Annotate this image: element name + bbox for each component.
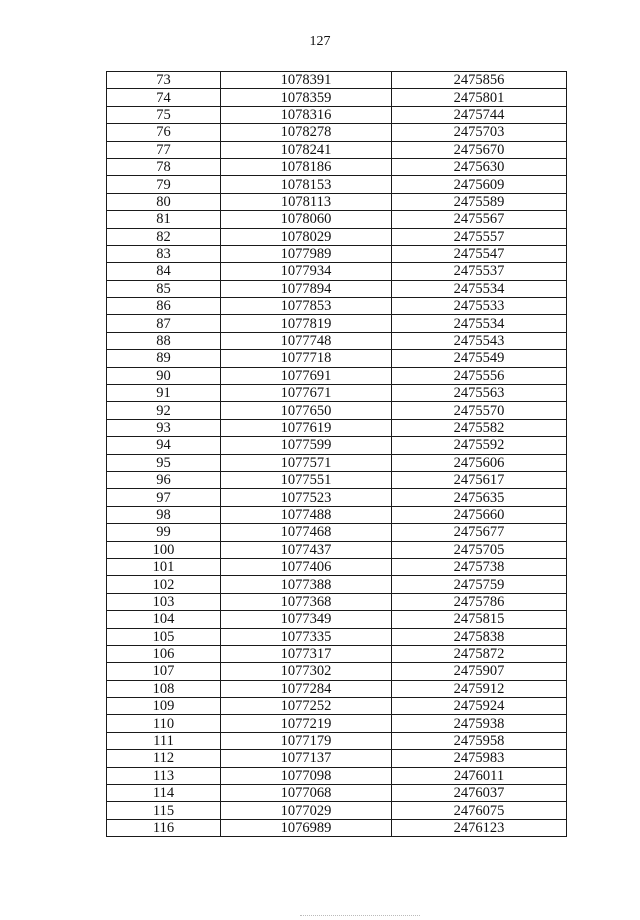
y-coordinate-cell: 2475582: [392, 419, 567, 436]
point-number-cell: 110: [107, 715, 221, 732]
x-coordinate-cell: 1078359: [221, 89, 392, 106]
point-number-cell: 78: [107, 158, 221, 175]
page-number: 127: [309, 34, 331, 49]
y-coordinate-cell: 2475759: [392, 576, 567, 593]
point-number-cell: 82: [107, 228, 221, 245]
point-number-cell: 95: [107, 454, 221, 471]
point-number-cell: 73: [107, 72, 221, 89]
point-number-cell: 75: [107, 106, 221, 123]
table-row: [107, 802, 567, 819]
y-coordinate-cell: 2475534: [392, 280, 567, 297]
x-coordinate-cell: 1077671: [221, 385, 392, 402]
point-number-cell: 97: [107, 489, 221, 506]
point-number-cell: 86: [107, 298, 221, 315]
x-coordinate-cell: 1077650: [221, 402, 392, 419]
x-coordinate-cell: 1077934: [221, 263, 392, 280]
y-coordinate-cell: 2476123: [392, 819, 567, 836]
x-coordinate-cell: 1077349: [221, 611, 392, 628]
y-coordinate-cell: 2475958: [392, 732, 567, 749]
point-number-cell: 107: [107, 663, 221, 680]
point-number-cell: 74: [107, 89, 221, 106]
x-coordinate-cell: 1078113: [221, 193, 392, 210]
table-row: [107, 437, 567, 454]
point-number-cell: 116: [107, 819, 221, 836]
x-coordinate-cell: 1077523: [221, 489, 392, 506]
point-number-cell: 89: [107, 350, 221, 367]
y-coordinate-cell: 2476037: [392, 785, 567, 802]
x-coordinate-cell: 1077819: [221, 315, 392, 332]
y-coordinate-cell: 2475670: [392, 141, 567, 158]
y-coordinate-cell: 2475606: [392, 454, 567, 471]
table-row: [107, 350, 567, 367]
point-number-cell: 81: [107, 211, 221, 228]
point-number-cell: 113: [107, 767, 221, 784]
point-number-cell: 92: [107, 402, 221, 419]
table-row: [107, 124, 567, 141]
y-coordinate-cell: 2475738: [392, 558, 567, 575]
y-coordinate-cell: 2475872: [392, 645, 567, 662]
x-coordinate-cell: 1077571: [221, 454, 392, 471]
y-coordinate-cell: 2475938: [392, 715, 567, 732]
y-coordinate-cell: 2475856: [392, 72, 567, 89]
y-coordinate-cell: 2476075: [392, 802, 567, 819]
x-coordinate-cell: 1078153: [221, 176, 392, 193]
point-number-cell: 77: [107, 141, 221, 158]
y-coordinate-cell: 2475983: [392, 750, 567, 767]
point-number-cell: 108: [107, 680, 221, 697]
point-number-cell: 79: [107, 176, 221, 193]
coordinates-table: [106, 71, 567, 837]
table-row: [107, 524, 567, 541]
point-number-cell: 90: [107, 367, 221, 384]
table-row: [107, 315, 567, 332]
y-coordinate-cell: 2475635: [392, 489, 567, 506]
table-row: [107, 332, 567, 349]
table-row: [107, 663, 567, 680]
point-number-cell: 96: [107, 471, 221, 488]
table-row: [107, 645, 567, 662]
table-row: [107, 141, 567, 158]
y-coordinate-cell: 2476011: [392, 767, 567, 784]
scan-artifact-line: [300, 915, 420, 916]
table-row: [107, 106, 567, 123]
y-coordinate-cell: 2475563: [392, 385, 567, 402]
point-number-cell: 80: [107, 193, 221, 210]
x-coordinate-cell: 1078186: [221, 158, 392, 175]
point-number-cell: 101: [107, 558, 221, 575]
x-coordinate-cell: 1078391: [221, 72, 392, 89]
y-coordinate-cell: 2475786: [392, 593, 567, 610]
x-coordinate-cell: 1077029: [221, 802, 392, 819]
table-row: [107, 211, 567, 228]
x-coordinate-cell: 1078241: [221, 141, 392, 158]
table-row: [107, 280, 567, 297]
x-coordinate-cell: 1077335: [221, 628, 392, 645]
point-number-cell: 115: [107, 802, 221, 819]
table-row: [107, 767, 567, 784]
point-number-cell: 98: [107, 506, 221, 523]
x-coordinate-cell: 1077219: [221, 715, 392, 732]
table-row: [107, 628, 567, 645]
point-number-cell: 104: [107, 611, 221, 628]
x-coordinate-cell: 1077468: [221, 524, 392, 541]
x-coordinate-cell: 1078278: [221, 124, 392, 141]
table-row: [107, 593, 567, 610]
y-coordinate-cell: 2475537: [392, 263, 567, 280]
table-row: [107, 541, 567, 558]
y-coordinate-cell: 2475547: [392, 245, 567, 262]
point-number-cell: 76: [107, 124, 221, 141]
x-coordinate-cell: 1077388: [221, 576, 392, 593]
table-row: [107, 732, 567, 749]
point-number-cell: 103: [107, 593, 221, 610]
point-number-cell: 114: [107, 785, 221, 802]
y-coordinate-cell: 2475912: [392, 680, 567, 697]
table-row: [107, 367, 567, 384]
table-row: [107, 176, 567, 193]
x-coordinate-cell: 1077284: [221, 680, 392, 697]
y-coordinate-cell: 2475801: [392, 89, 567, 106]
y-coordinate-cell: 2475533: [392, 298, 567, 315]
x-coordinate-cell: 1077137: [221, 750, 392, 767]
y-coordinate-cell: 2475744: [392, 106, 567, 123]
point-number-cell: 93: [107, 419, 221, 436]
y-coordinate-cell: 2475549: [392, 350, 567, 367]
y-coordinate-cell: 2475589: [392, 193, 567, 210]
x-coordinate-cell: 1078316: [221, 106, 392, 123]
x-coordinate-cell: 1077179: [221, 732, 392, 749]
table-row: [107, 385, 567, 402]
x-coordinate-cell: 1076989: [221, 819, 392, 836]
table-row: [107, 298, 567, 315]
x-coordinate-cell: 1077368: [221, 593, 392, 610]
point-number-cell: 111: [107, 732, 221, 749]
y-coordinate-cell: 2475592: [392, 437, 567, 454]
table-row: [107, 89, 567, 106]
table-row: [107, 680, 567, 697]
x-coordinate-cell: 1077488: [221, 506, 392, 523]
y-coordinate-cell: 2475907: [392, 663, 567, 680]
table-row: [107, 471, 567, 488]
table-row: [107, 750, 567, 767]
table-row: [107, 576, 567, 593]
point-number-cell: 105: [107, 628, 221, 645]
y-coordinate-cell: 2475543: [392, 332, 567, 349]
y-coordinate-cell: 2475534: [392, 315, 567, 332]
y-coordinate-cell: 2475557: [392, 228, 567, 245]
x-coordinate-cell: 1077317: [221, 645, 392, 662]
x-coordinate-cell: 1077098: [221, 767, 392, 784]
table-row: [107, 558, 567, 575]
point-number-cell: 102: [107, 576, 221, 593]
point-number-cell: 83: [107, 245, 221, 262]
x-coordinate-cell: 1077302: [221, 663, 392, 680]
table-row: [107, 402, 567, 419]
x-coordinate-cell: 1077406: [221, 558, 392, 575]
table-row: [107, 245, 567, 262]
y-coordinate-cell: 2475838: [392, 628, 567, 645]
y-coordinate-cell: 2475617: [392, 471, 567, 488]
x-coordinate-cell: 1077437: [221, 541, 392, 558]
y-coordinate-cell: 2475567: [392, 211, 567, 228]
point-number-cell: 112: [107, 750, 221, 767]
x-coordinate-cell: 1077691: [221, 367, 392, 384]
x-coordinate-cell: 1078060: [221, 211, 392, 228]
point-number-cell: 87: [107, 315, 221, 332]
table-row: [107, 715, 567, 732]
x-coordinate-cell: 1077252: [221, 698, 392, 715]
table-row: [107, 263, 567, 280]
table-row: [107, 611, 567, 628]
x-coordinate-cell: 1077068: [221, 785, 392, 802]
x-coordinate-cell: 1077894: [221, 280, 392, 297]
y-coordinate-cell: 2475660: [392, 506, 567, 523]
table-row: [107, 785, 567, 802]
y-coordinate-cell: 2475630: [392, 158, 567, 175]
table-row: [107, 819, 567, 836]
point-number-cell: 84: [107, 263, 221, 280]
y-coordinate-cell: 2475677: [392, 524, 567, 541]
table-row: [107, 228, 567, 245]
x-coordinate-cell: 1077551: [221, 471, 392, 488]
x-coordinate-cell: 1077853: [221, 298, 392, 315]
table-row: [107, 454, 567, 471]
point-number-cell: 100: [107, 541, 221, 558]
point-number-cell: 94: [107, 437, 221, 454]
table-row: [107, 193, 567, 210]
y-coordinate-cell: 2475815: [392, 611, 567, 628]
table-row: [107, 506, 567, 523]
point-number-cell: 106: [107, 645, 221, 662]
x-coordinate-cell: 1077599: [221, 437, 392, 454]
coordinates-table-body: [107, 72, 567, 837]
x-coordinate-cell: 1077619: [221, 419, 392, 436]
table-row: [107, 489, 567, 506]
y-coordinate-cell: 2475924: [392, 698, 567, 715]
y-coordinate-cell: 2475556: [392, 367, 567, 384]
x-coordinate-cell: 1078029: [221, 228, 392, 245]
table-row: [107, 72, 567, 89]
table-row: [107, 158, 567, 175]
y-coordinate-cell: 2475609: [392, 176, 567, 193]
point-number-cell: 85: [107, 280, 221, 297]
point-number-cell: 109: [107, 698, 221, 715]
point-number-cell: 88: [107, 332, 221, 349]
x-coordinate-cell: 1077748: [221, 332, 392, 349]
x-coordinate-cell: 1077718: [221, 350, 392, 367]
point-number-cell: 99: [107, 524, 221, 541]
table-row: [107, 419, 567, 436]
y-coordinate-cell: 2475570: [392, 402, 567, 419]
table-row: [107, 698, 567, 715]
y-coordinate-cell: 2475705: [392, 541, 567, 558]
y-coordinate-cell: 2475703: [392, 124, 567, 141]
x-coordinate-cell: 1077989: [221, 245, 392, 262]
point-number-cell: 91: [107, 385, 221, 402]
